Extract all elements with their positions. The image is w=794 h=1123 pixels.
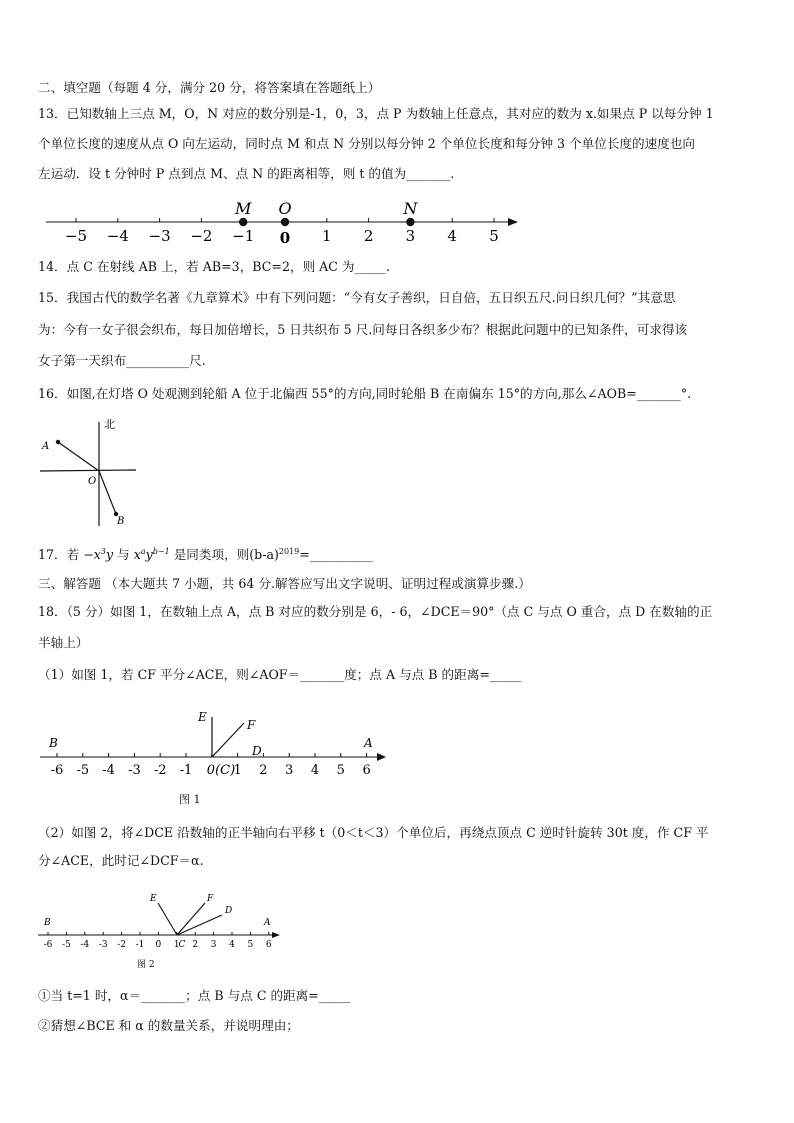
q18-line1: 18．（5 分）如图 1，在数轴上点 A，点 B 对应的数分别是 6，- 6，∠DCE＝90°（点 C 与点 O 重合，点 D 在数轴的正 (38, 604, 713, 619)
tick-label: 3 (210, 940, 217, 950)
tick-label: 3 (285, 763, 294, 778)
q18-part1: （1）如图 1，若 CF 平分∠ACE，则∠AOF＝_______度；点 A 与点 B 的距离=_____ (38, 667, 522, 682)
label-f2: F (207, 894, 214, 904)
tick-label: -5 (76, 763, 90, 778)
figure1-caption: 图 1 (179, 793, 201, 806)
point-n (406, 218, 414, 226)
q18-figure1 (0, 705, 794, 785)
q15-line2: 为：今有一女子很会织布，每日加倍增长，5 日共织布 5 尺.问每日各织多少布？根据此问题中的已知条件，可求得该 (38, 322, 688, 337)
tick-label: 6 (265, 940, 272, 950)
point-o (281, 218, 289, 226)
arrow-head (508, 218, 518, 226)
tick-label: 2 (192, 940, 199, 950)
point-a (56, 440, 60, 444)
q14-text: 14．点 C 在射线 AB 上，若 AB=3，BC=2，则 AC 为_____. (38, 259, 390, 274)
ray-ob (99, 471, 116, 514)
ray-cf2 (177, 903, 205, 935)
label-o: O (88, 476, 97, 487)
q17-term2: $x^ay^{b-1}$ (133, 547, 170, 563)
tick-label: −2 (190, 227, 213, 245)
q13-line2: 个单位长度的速度从点 O 向左运动，同时点 M 和点 N 分别以每分钟 2 个单位长度和每分钟 3 个单位长度的速度也向 (38, 136, 696, 151)
tick-label: 1 (173, 940, 180, 950)
q16-figure (36, 414, 146, 532)
point-label-m: M (235, 199, 252, 218)
label-b2: B (44, 918, 51, 928)
q13-line1: 13．已知数轴上三点 M，O，N 对应的数分别是-1，0，3，点 P 为数轴上任意点，其对应的数为 x.如果点 P 以每分钟 1 (38, 106, 714, 121)
tick-label: -3 (98, 940, 108, 950)
q18-sub1: ①当 t=1 时，α＝_______；点 B 与点 C 的距离=_____ (38, 988, 351, 1003)
ray-ce2 (158, 903, 177, 935)
tick-label: 4 (229, 940, 235, 950)
label-b: B (117, 516, 125, 527)
ray-cd2 (177, 915, 222, 935)
q17-prefix: 17．若 (38, 547, 80, 563)
q17-tail: =__________ (299, 547, 373, 563)
ray-oa (58, 442, 99, 471)
tick-label: -2 (117, 940, 126, 950)
q18-part2-line1: （2）如图 2，将∠DCE 沿数轴的正半轴向右平移 t（0＜t＜3）个单位后，再绕点顶点 C 逆时针旋转 30t 度，作 CF 平 (38, 825, 709, 840)
q17-term1: $-x^3y$ (83, 547, 114, 563)
tick-label: 1 (322, 227, 332, 245)
q17-text (38, 544, 373, 563)
label-b: B (49, 736, 58, 750)
tick-label: 5 (247, 940, 254, 950)
fig2-arrow (272, 932, 280, 938)
tick-label: -6 (43, 940, 53, 950)
figure2-caption: 图 2 (137, 960, 155, 970)
tick-label: -5 (62, 940, 71, 950)
tick-label: -4 (102, 763, 115, 778)
tick-label: -4 (80, 940, 90, 950)
section3-heading: 三、解答题 （本大题共 7 小题，共 64 分.解答应写出文字说明、证明过程或演算步骤.） (38, 576, 531, 591)
label-c2: C (178, 940, 186, 950)
tick-label: 2 (363, 227, 374, 245)
label-a2: A (264, 918, 271, 928)
tick-label: −5 (64, 227, 88, 245)
north-label: 北 (104, 418, 115, 431)
tick-label: 3 (405, 227, 416, 245)
tick-label: -6 (50, 763, 64, 778)
q18-line2: 半轴上） (38, 635, 89, 650)
q17-mid: 与 (117, 547, 130, 563)
q15-line3: 女子第一天织布__________尺. (38, 353, 206, 368)
q18-part2-line2: 分∠ACE，此时记∠DCF＝α. (38, 853, 204, 868)
section2-heading: 二、填空题（每题 4 分，满分 20 分，将答案填在答题纸上） (38, 80, 381, 95)
tick-label: 0 (155, 940, 162, 950)
tick-label: 6 (362, 763, 371, 778)
label-e2: E (150, 894, 157, 904)
q13-line3: 左运动．设 t 分钟时 P 点到点 M、点 N 的距离相等，则 t 的值为_______. (38, 166, 455, 181)
point-label-n: N (403, 199, 418, 218)
tick-label: 5 (336, 763, 345, 778)
tick-label: 0(C) (206, 763, 236, 778)
tick-label: -2 (153, 763, 167, 778)
tick-label: -3 (128, 763, 141, 778)
tick-label: 1 (233, 763, 242, 778)
label-a: A (364, 736, 373, 750)
point-label-o: O (278, 199, 292, 218)
label-d: D (252, 744, 262, 758)
q18-figure2 (0, 887, 794, 950)
q17-suffix: 是同类项，则(b-a) (173, 547, 279, 563)
tick-label: 4 (310, 763, 320, 778)
tick-label: -1 (179, 763, 193, 778)
tick-label: 2 (259, 763, 268, 778)
q15-line1: 15．我国古代的数学名著《九章算术》中有下列问题：“今有女子善织，日自倍，五日织五尺.问日织几何？”其意思 (38, 290, 676, 305)
label-e: E (198, 710, 207, 724)
label-d2: D (225, 906, 233, 916)
tick-label: −3 (148, 227, 171, 245)
label-a: A (42, 441, 50, 452)
tick-label: -1 (135, 940, 145, 950)
fig1-arrow (377, 753, 386, 761)
q13-number-line (0, 195, 794, 250)
east-west-line (40, 470, 136, 471)
q18-sub2: ②猜想∠BCE 和 α 的数量关系，并说明理由； (38, 1018, 299, 1033)
tick-label: 4 (447, 227, 457, 245)
tick-label: −4 (106, 227, 129, 245)
label-f: F (247, 718, 256, 732)
tick-label: 0 (279, 229, 291, 247)
q16-text: 16．如图,在灯塔 O 处观测到轮船 A 位于北偏西 55°的方向,同时轮船 B 在南偏东 15°的方向,那么∠AOB=_______°. (38, 386, 692, 401)
ray-cf (212, 723, 244, 757)
q17-exp: 2019 (278, 547, 300, 556)
point-m (239, 218, 247, 226)
tick-label: 5 (489, 227, 499, 245)
tick-label: −1 (232, 227, 255, 245)
